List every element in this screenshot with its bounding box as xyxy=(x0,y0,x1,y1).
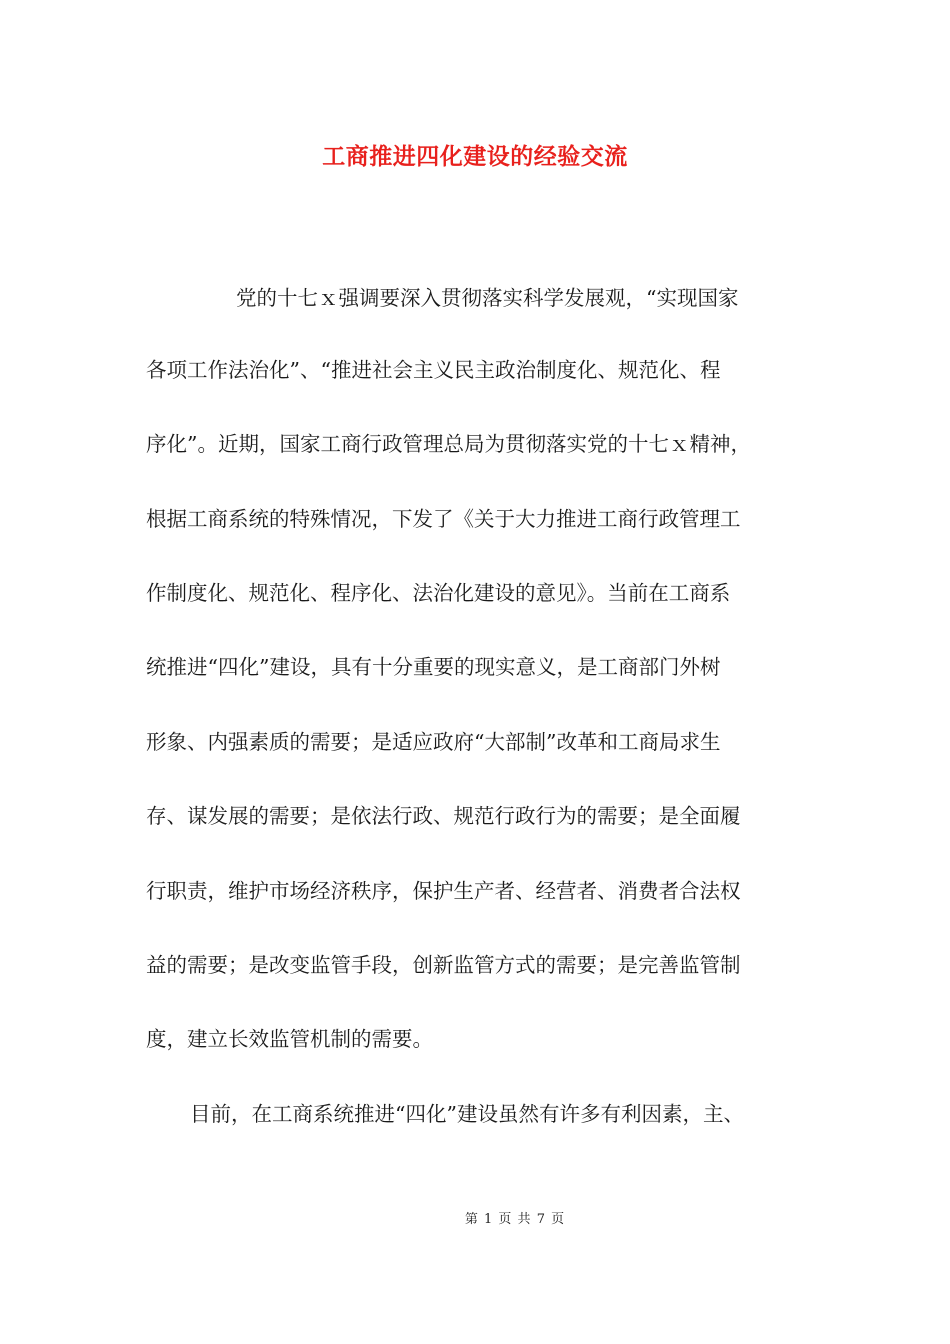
paragraph-line: 根据工商系统的特殊情况，下发了《关于大力推进工商行政管理工 xyxy=(146,507,741,531)
paragraph-line: 行职责，维护市场经济秩序，保护生产者、经营者、消费者合法权 xyxy=(146,879,741,903)
paragraph-line: 存、谋发展的需要；是依法行政、规范行政行为的需要；是全面履 xyxy=(146,804,741,828)
paragraph-line: 党的十七ｘ强调要深入贯彻落实科学发展观，“实现国家 xyxy=(236,286,739,310)
paragraph-line: 统推进“四化”建设，具有十分重要的现实意义，是工商部门外树 xyxy=(146,655,721,679)
document-title: 工商推进四化建设的经验交流 xyxy=(322,143,628,170)
paragraph-line: 目前，在工商系统推进“四化”建设虽然有许多有利因素，主、 xyxy=(190,1102,744,1126)
paragraph-line: 形象、内强素质的需要；是适应政府“大部制”改革和工商局求生 xyxy=(146,730,721,754)
paragraph-line: 各项工作法治化”、“推进社会主义民主政治制度化、规范化、程 xyxy=(146,358,721,382)
paragraph-line: 序化”。近期，国家工商行政管理总局为贯彻落实党的十七ｘ精神， xyxy=(146,432,751,456)
paragraph-line: 度，建立长效监管机制的需要。 xyxy=(146,1027,433,1051)
paragraph-line: 作制度化、规范化、程序化、法治化建设的意见》。当前在工商系 xyxy=(146,581,731,605)
page-footer: 第 1 页 共 7 页 xyxy=(464,1212,566,1227)
paragraph-line: 益的需要；是改变监管手段，创新监管方式的需要；是完善监管制 xyxy=(146,953,741,977)
